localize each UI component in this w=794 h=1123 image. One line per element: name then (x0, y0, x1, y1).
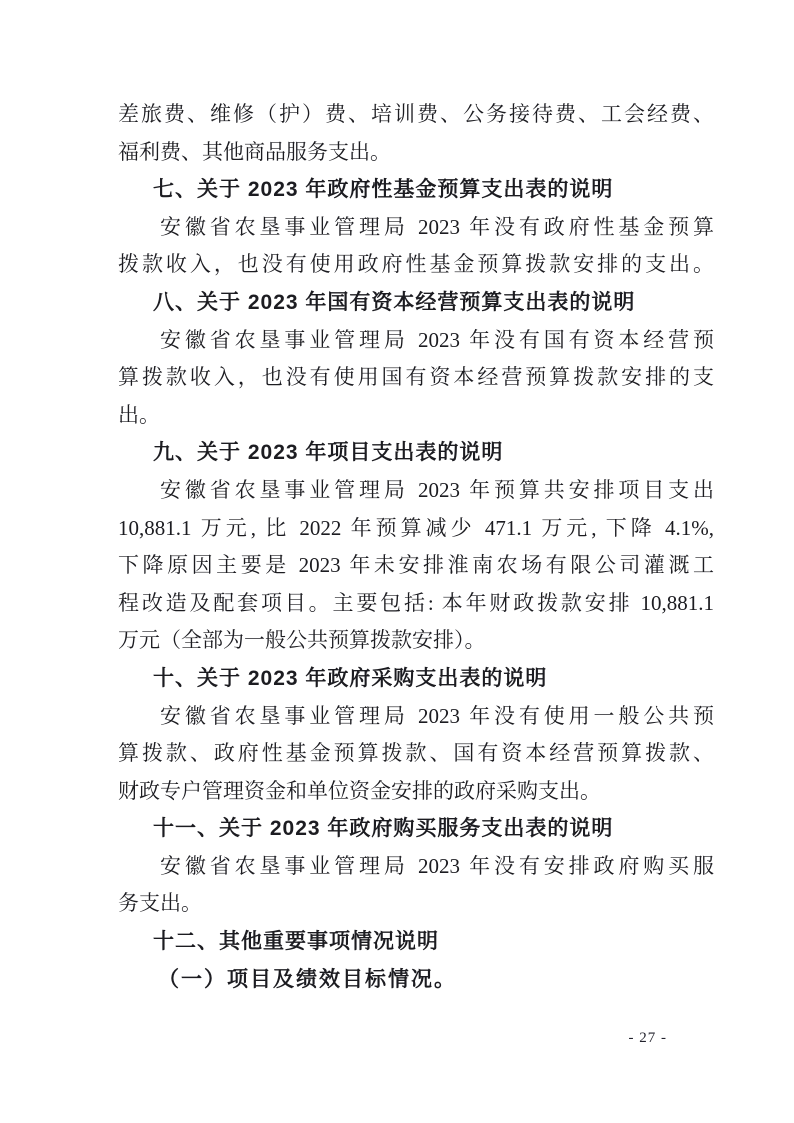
body-line: 拨款收入，也没有使用政府性基金预算拨款安排的支出。 (118, 252, 714, 277)
body-line: 安徽省农垦事业管理局 2023 年没有政府性基金预算 (160, 214, 714, 239)
body-line: 下降原因主要是 2023 年未安排淮南农场有限公司灌溉工 (118, 553, 714, 578)
body-line: 财政专户管理资金和单位资金安排的政府采购支出。 (118, 778, 601, 803)
body-line: 算拨款收入，也没有使用国有资本经营预算拨款安排的支 (118, 365, 714, 390)
body-line: 出。 (118, 402, 160, 427)
section-7-heading: 七、关于 2023 年政府性基金预算支出表的说明 (153, 178, 614, 202)
body-line: 安徽省农垦事业管理局 2023 年没有安排政府购买服 (160, 853, 714, 878)
body-line: 福利费、其他商品服务支出。 (118, 139, 391, 164)
body-line: 算拨款、政府性基金预算拨款、国有资本经营预算拨款、 (118, 741, 714, 766)
body-line: 务支出。 (118, 891, 202, 916)
subsection-1-heading: （一）项目及绩效目标情况。 (158, 966, 457, 991)
section-11-heading: 十一、关于 2023 年政府购买服务支出表的说明 (153, 817, 614, 841)
section-9-heading: 九、关于 2023 年项目支出表的说明 (153, 441, 504, 465)
body-line: 万元（全部为一般公共预算拨款安排）。 (118, 628, 486, 653)
body-line: 差旅费、维修（护）费、培训费、公务接待费、工会经费、 (118, 102, 714, 126)
body-line: 程改造及配套项目。主要包括: 本年财政拨款安排 10,881.1 (118, 590, 714, 615)
body-line: 10,881.1 万元, 比 2022 年预算减少 471.1 万元, 下降 4.1%, (118, 515, 714, 540)
body-line: 安徽省农垦事业管理局 2023 年没有国有资本经营预 (160, 327, 714, 352)
body-line: 安徽省农垦事业管理局 2023 年没有使用一般公共预 (160, 703, 714, 728)
section-8-heading: 八、关于 2023 年国有资本经营预算支出表的说明 (153, 290, 636, 314)
body-line: 安徽省农垦事业管理局 2023 年预算共安排项目支出 (160, 477, 714, 502)
section-10-heading: 十、关于 2023 年政府采购支出表的说明 (153, 666, 548, 690)
section-12-heading: 十二、其他重要事项情况说明 (153, 930, 439, 954)
document-body (118, 96, 714, 998)
page-number: - 27 - (628, 1030, 667, 1046)
